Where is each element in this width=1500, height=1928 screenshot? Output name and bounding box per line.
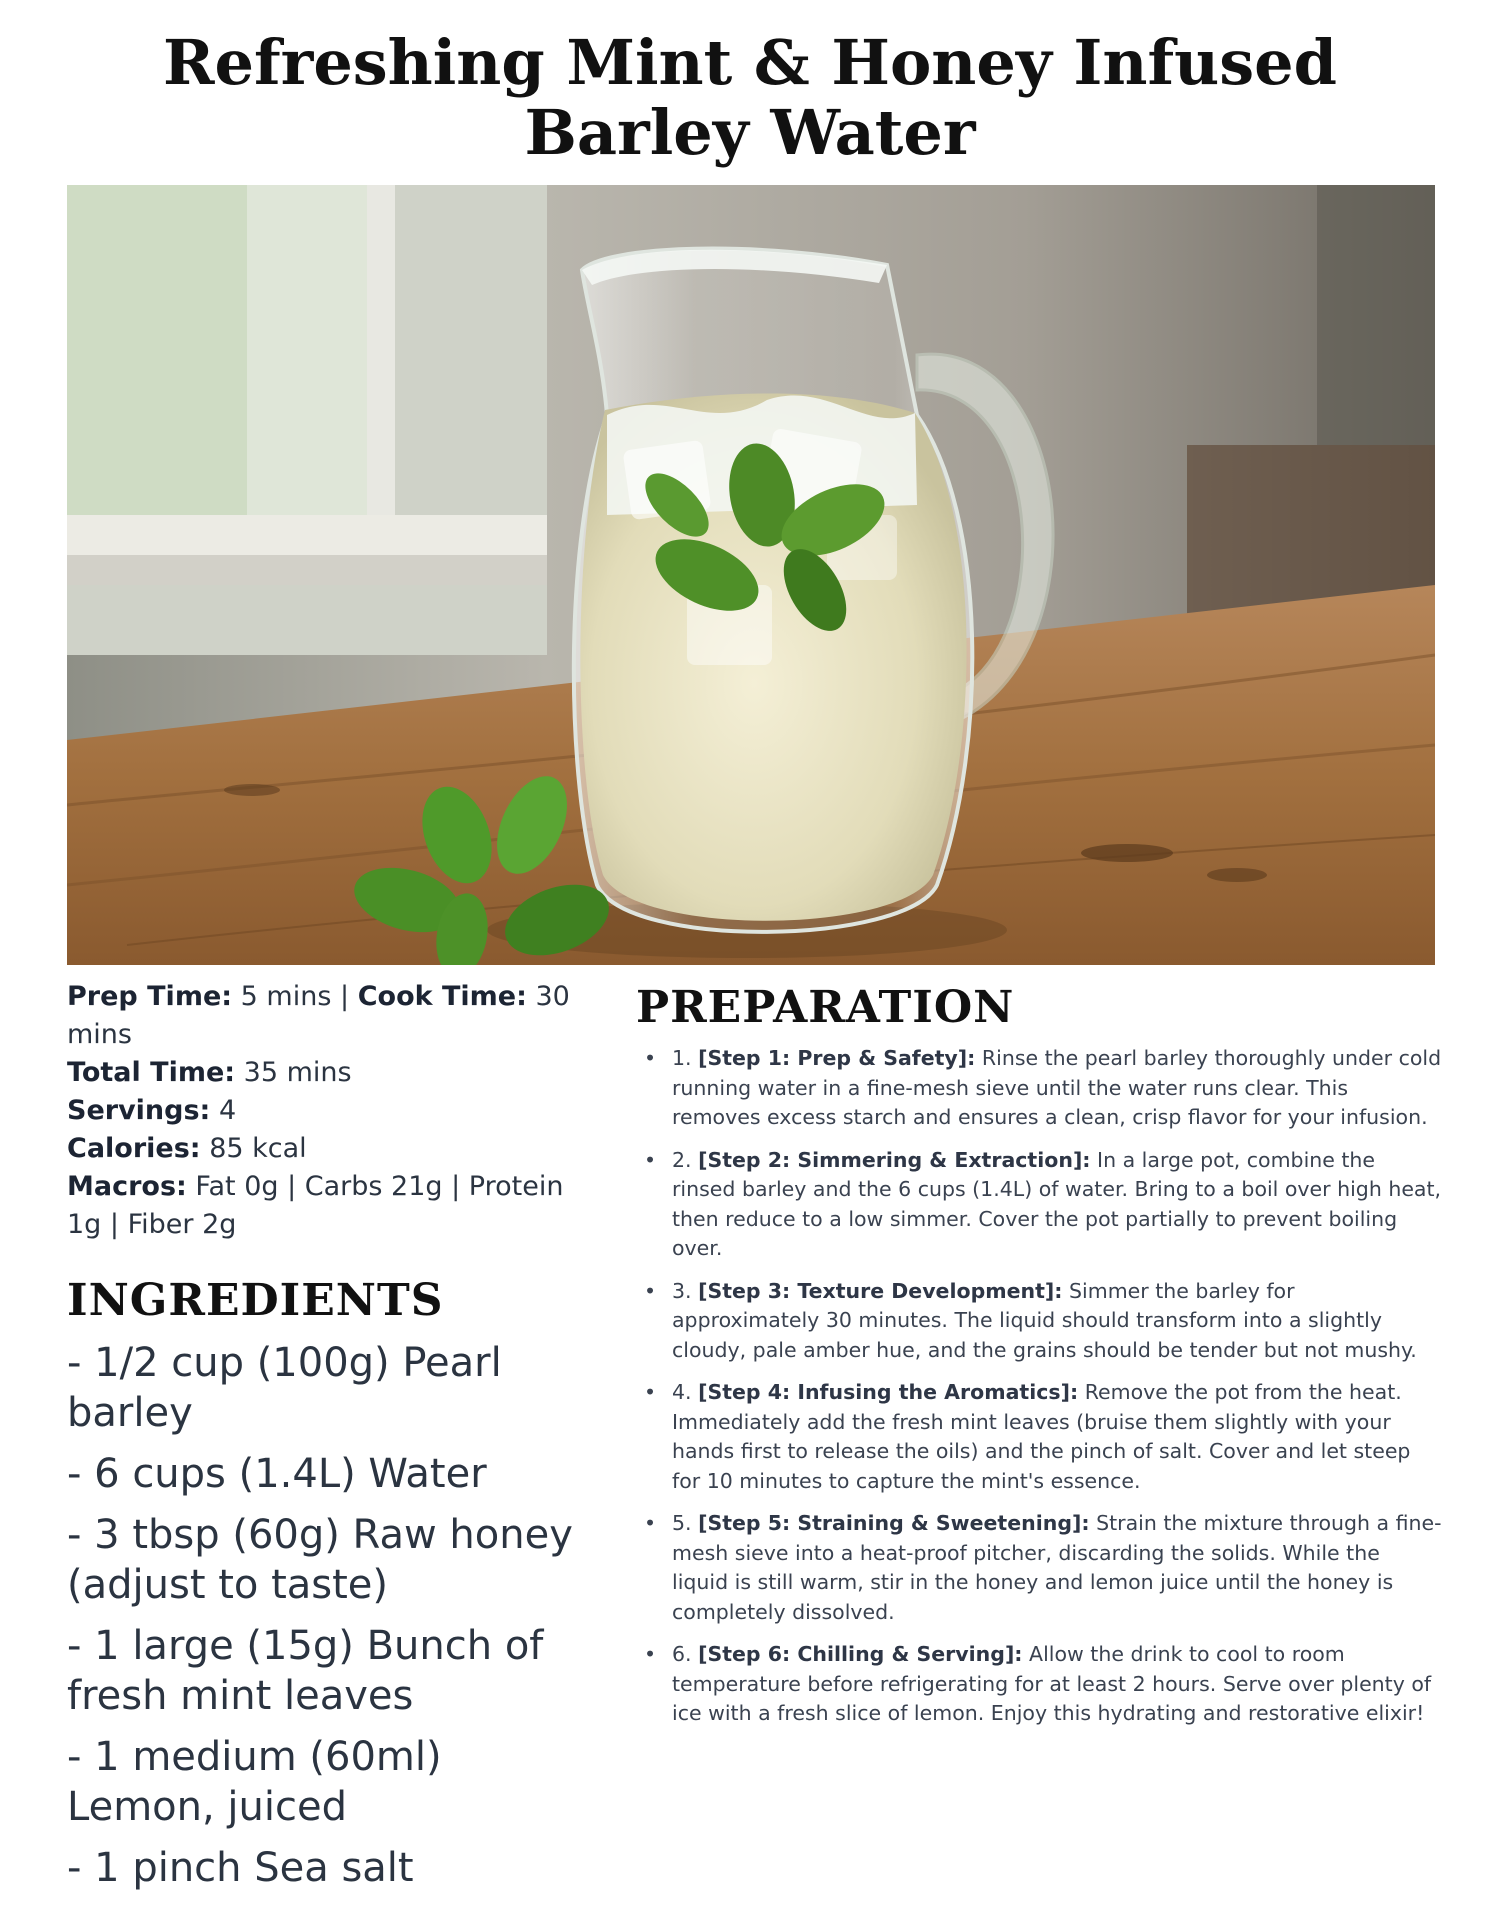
ingredient-item: - 1 medium (60ml) Lemon, juiced bbox=[67, 1734, 442, 1830]
preparation-steps bbox=[672, 1044, 1442, 1742]
ingredient-item: - 3 tbsp (60g) Raw honey (adjust to taste) bbox=[67, 1512, 573, 1608]
step-item: • 5. [Step 5: Straining & Sweetening]: Strain the mixture through a fine-mesh sieve into a heat-proof pitcher, discarding the solids. While the liquid is still warm, stir in the honey and lemon juice until the honey is completely dissolved. bbox=[672, 1509, 1442, 1627]
ingredient-item: - 1/2 cup (100g) Pearl barley bbox=[67, 1340, 502, 1436]
step-item: • 6. [Step 6: Chilling & Serving]: Allow the drink to cool to room temperature before refrigerating for at least 2 hours. Serve over plenty of ice with a fresh slice of lemon. Enjoy this hydrating and restorative elixir! bbox=[672, 1640, 1442, 1729]
ingredients-heading: INGREDIENTS bbox=[67, 1275, 444, 1326]
ingredients-list bbox=[67, 1338, 597, 1904]
recipe-meta bbox=[67, 978, 587, 1244]
servings: Servings: 4 bbox=[67, 1095, 237, 1126]
mint-barley-water-pitcher-photo bbox=[67, 185, 1435, 965]
step-item: • 1. [Step 1: Prep & Safety]: Rinse the pearl barley thoroughly under cold running water in a fine-mesh sieve until the water runs clear. This removes excess starch and ensures a clean, crisp flavor for your infusion. bbox=[672, 1044, 1442, 1133]
ingredient-item: - 6 cups (1.4L) Water bbox=[67, 1451, 487, 1497]
page-title: Refreshing Mint & Honey Infused Barley Water bbox=[163, 26, 1337, 169]
preparation-heading: PREPARATION bbox=[636, 982, 1015, 1033]
ingredient-item: - 1 pinch Sea salt bbox=[67, 1845, 414, 1891]
step-item: • 2. [Step 2: Simmering & Extraction]: In a large pot, combine the rinsed barley and the 6 cups (1.4L) of water. Bring to a boil over high heat, then reduce to a low simmer. Cover the pot partially to prevent boiling over. bbox=[672, 1146, 1442, 1264]
prep-cook-time: Prep Time: 5 mins | Cook Time: 30 mins bbox=[67, 981, 570, 1050]
ingredient-item: - 1 large (15g) Bunch of fresh mint leaves bbox=[67, 1623, 544, 1719]
macros: Macros: Fat 0g | Carbs 21g | Protein 1g | Fiber 2g bbox=[67, 1171, 564, 1240]
step-item: • 4. [Step 4: Infusing the Aromatics]: Remove the pot from the heat. Immediately add the fresh mint leaves (bruise them slightly with your hands first to release the oils) and the pinch of salt. Cover and let steep for 10 minutes to capture the mint's essence. bbox=[672, 1378, 1442, 1496]
total-time: Total Time: 35 mins bbox=[67, 1057, 352, 1088]
calories: Calories: 85 kcal bbox=[67, 1133, 307, 1164]
step-item: • 3. [Step 3: Texture Development]: Simmer the barley for approximately 30 minutes. The liquid should transform into a slightly cloudy, pale amber hue, and the grains should be tender but not mushy. bbox=[672, 1277, 1442, 1366]
